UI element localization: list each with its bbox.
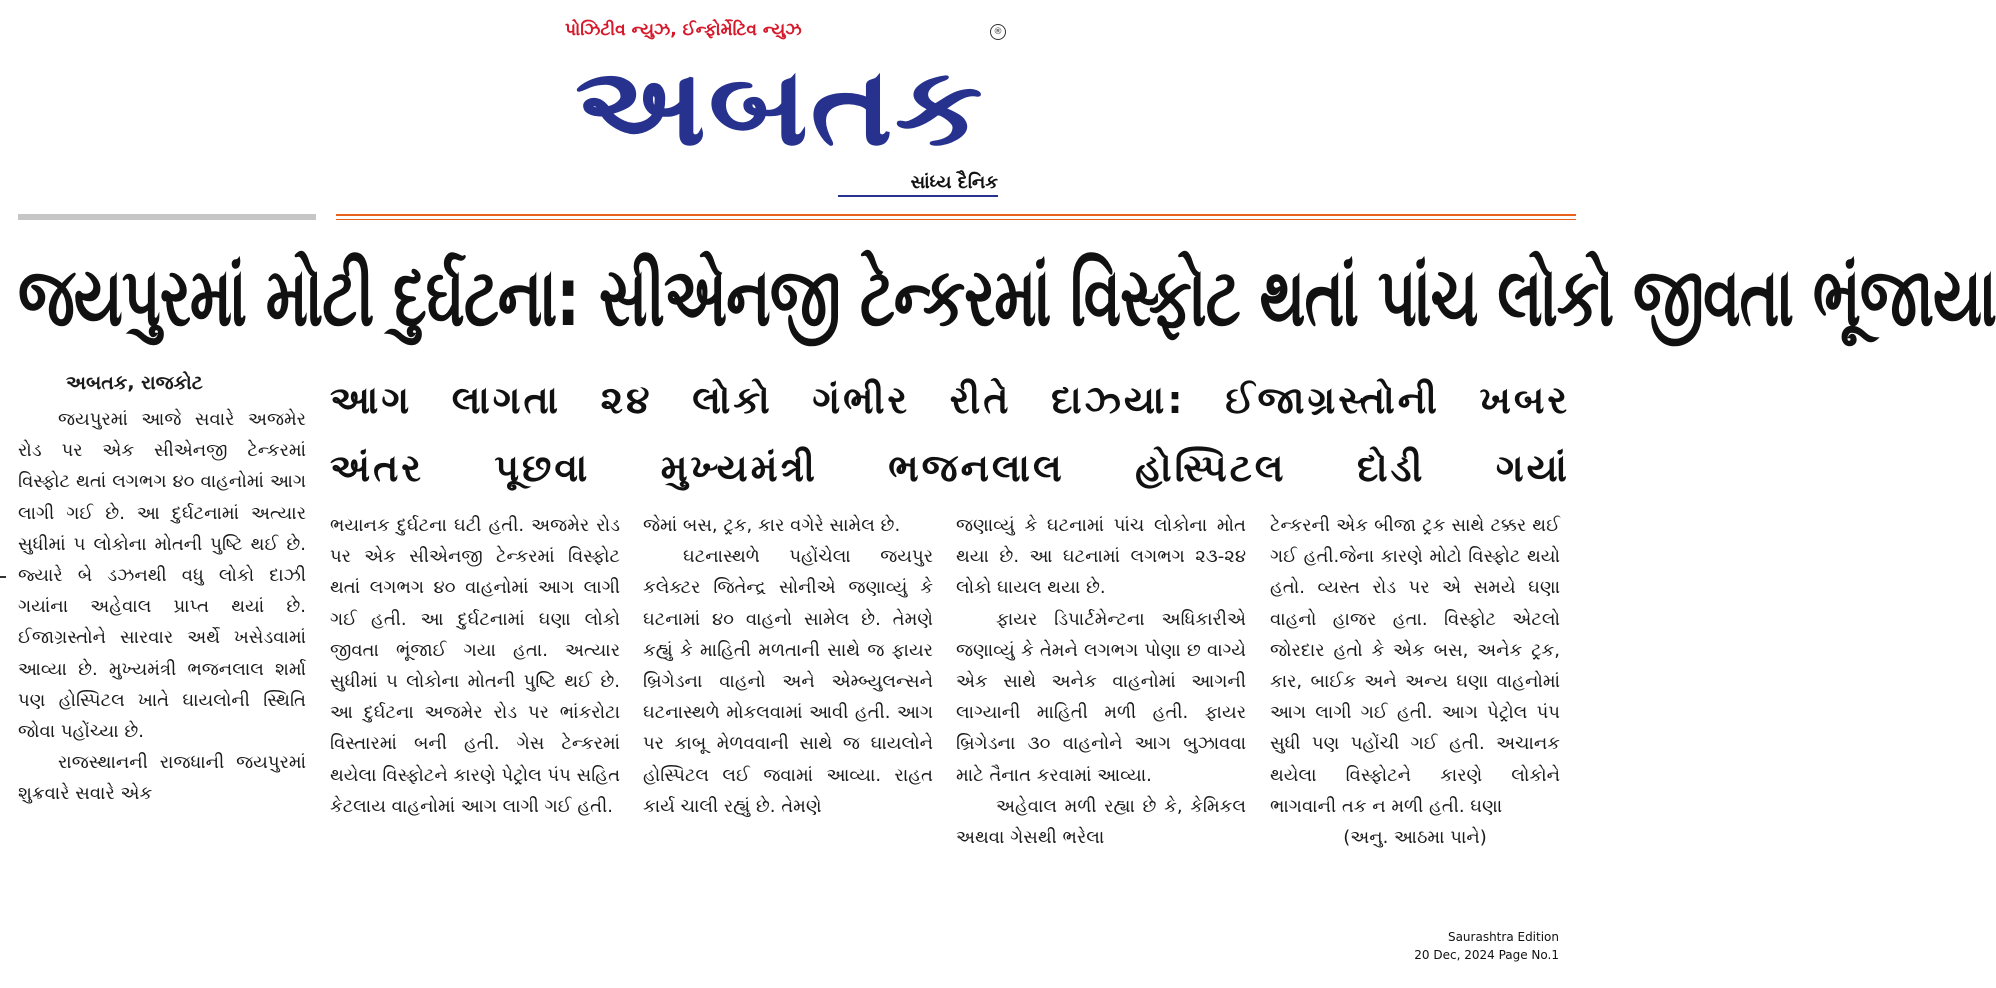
dateline: અબતક, રાજકોટ: [66, 372, 203, 394]
masthead-tagline: પોઝિટીવ ન્યુઝ, ઈન્ફોર્મેટિવ ન્યુઝ: [565, 20, 802, 40]
edition-label: Saurashtra Edition: [1447, 930, 1559, 944]
masthead-subtitle: સાંધ્ય દૈનિક: [838, 172, 998, 197]
column-paragraph: અહેવાલ મળી રહ્યા છે કે, કેમિકલ અથવા ગેસથી ભરેલા: [956, 795, 1246, 849]
article-column-4: [956, 510, 1246, 853]
article-column-1: [18, 404, 306, 810]
date-page-label: 20 Dec, 2024 Page No.1: [1414, 948, 1559, 962]
newspaper-logo: અબતક: [574, 45, 986, 170]
page-footer: [1299, 928, 1559, 964]
margin-mark: [0, 576, 6, 578]
subheadline-line-1: આગ લાગતા ૨૪ લોકો ગંભીર રીતે દાઝ્યા: ઈજાગ્રસ્તોની ખબર: [330, 378, 1570, 422]
column-paragraph: જેમાં બસ, ટ્રક, કાર વગેરે સામેલ છે.: [643, 515, 901, 536]
subheadline-line-2: અંતર પૂછવા મુખ્યમંત્રી ભજનલાલ હોસ્પિટલ દોડી ગયાં: [330, 446, 1570, 490]
main-headline: જયપુરમાં મોટી દુર્ઘટના: સીએનજી ટેન્કરમાં વિસ્ફોટ થતાં પાંચ લોકો જીવતા ભૂંજાયા: [18, 250, 1996, 346]
column-paragraph: ભયાનક દુર્ઘટના ઘટી હતી. અજમેર રોડ પર એક સીએનજી ટેન્કરમાં વિસ્ફોટ થતાં લગભગ ૪૦ વાહનોમાં આગ લાગી ગઈ હતી. આ દુર્ઘટનામાં ઘણા લોકો જીવતા ભૂંજાઈ ગયા હતા. અત્યાર સુધીમાં ૫ લોકોના મોતની પુષ્ટિ થઈ છે. આ દુર્ઘટના અજમેર રોડ પર ભાંકરોટા વિસ્તારમાં બની હતી. ગેસ ટેન્કરમાં થયેલા વિસ્ફોટને કારણે પેટ્રોલ પંપ સહિત કેટલાય વાહનોમાં આગ લાગી ગઈ હતી.: [330, 515, 620, 817]
article-column-3: [643, 510, 933, 822]
column-paragraph: ઘટનાસ્થળે પહોંચેલા જયપુર કલેક્ટર જિતેન્દ્ર સોનીએ જણાવ્યું કે ઘટનામાં ૪૦ વાહનો સામેલ છે. તેમણે કહ્યું કે માહિતી મળતાની સાથે જ ફાયર બ્રિગેડના વાહનો અને એમ્બ્યુલન્સને ઘટનાસ્થળે મોકલવામાં આવી હતી. આગ પર કાબૂ મેળવવાની સાથે જ ઘાયલોને હોસ્પિટલ લઈ જવામાં આવ્યા. રાહત કાર્ય ચાલી રહ્યું છે. તેમણે: [643, 546, 933, 817]
masthead: [560, 14, 1010, 204]
column-paragraph: ફાયર ડિપાર્ટમેન્ટના અધિકારીએ જણાવ્યું કે તેમને લગભગ પોણા છ વાગ્યે એક સાથે અનેક વાહનોમાં આગની લાગ્યાની માહિતી મળી હતી. ફાયર બ્રિગેડના ૩૦ વાહનોને આગ બુઝાવવા માટે તૈનાત કરવામાં આવ્યા.: [956, 608, 1246, 786]
article-column-5: [1270, 510, 1560, 853]
column-paragraph: રાજસ્થાનની રાજધાની જયપુરમાં શુક્રવારે સવારે એક: [18, 752, 306, 805]
continued-note: (અનુ. આઠમા પાને): [1343, 827, 1487, 849]
article-column-2: [330, 510, 620, 822]
column-paragraph: જણાવ્યું કે ઘટનામાં પાંચ લોકોના મોત થયા છે. આ ઘટનામાં લગભગ ૨૩-૨૪ લોકો ઘાયલ થયા છે.: [956, 515, 1246, 599]
registered-mark: ®: [990, 24, 1006, 40]
column-paragraph: ટેન્કરની એક બીજા ટ્રક સાથે ટક્કર થઈ ગઈ હતી.જેના કારણે મોટો વિસ્ફોટ થયો હતો. વ્યસ્ત રોડ પર એ સમયે ઘણા વાહનો હાજર હતા. વિસ્ફોટ એટલો જોરદાર હતો કે એક બસ, અનેક ટ્રક, કાર, બાઈક અને અન્ય ઘણા વાહનોમાં આગ લાગી ગઈ હતી. આગ પેટ્રોલ પંપ સુધી પણ પહોંચી ગઈ હતી. અચાનક થયેલા વિસ્ફોટને કારણે લોકોને ભાગવાની તક ન મળી હતી. ઘણા: [1270, 515, 1560, 817]
column-paragraph: જયપુરમાં આજે સવારે અજમેર રોડ પર એક સીએનજી ટેન્કરમાં વિસ્ફોટ થતાં લગભગ ૪૦ વાહનોમાં આગ લાગી ગઈ છે. આ દુર્ઘટનામાં અત્યાર સુધીમાં ૫ લોકોના મોતની પુષ્ટિ થઈ છે. જ્યારે બે ડઝનથી વધુ લોકો દાઝી ગયાંના અહેવાલ પ્રાપ્ત થયાં છે. ઈજાગ્રસ્તોને સારવાર અર્થે ખસેડવામાં આવ્યા છે. મુખ્યમંત્રી ભજનલાલ શર્મા પણ હોસ્પિટલ ખાતે ઘાયલોની સ્થિતિ જોવા પહોંચ્યા છે.: [18, 409, 306, 743]
